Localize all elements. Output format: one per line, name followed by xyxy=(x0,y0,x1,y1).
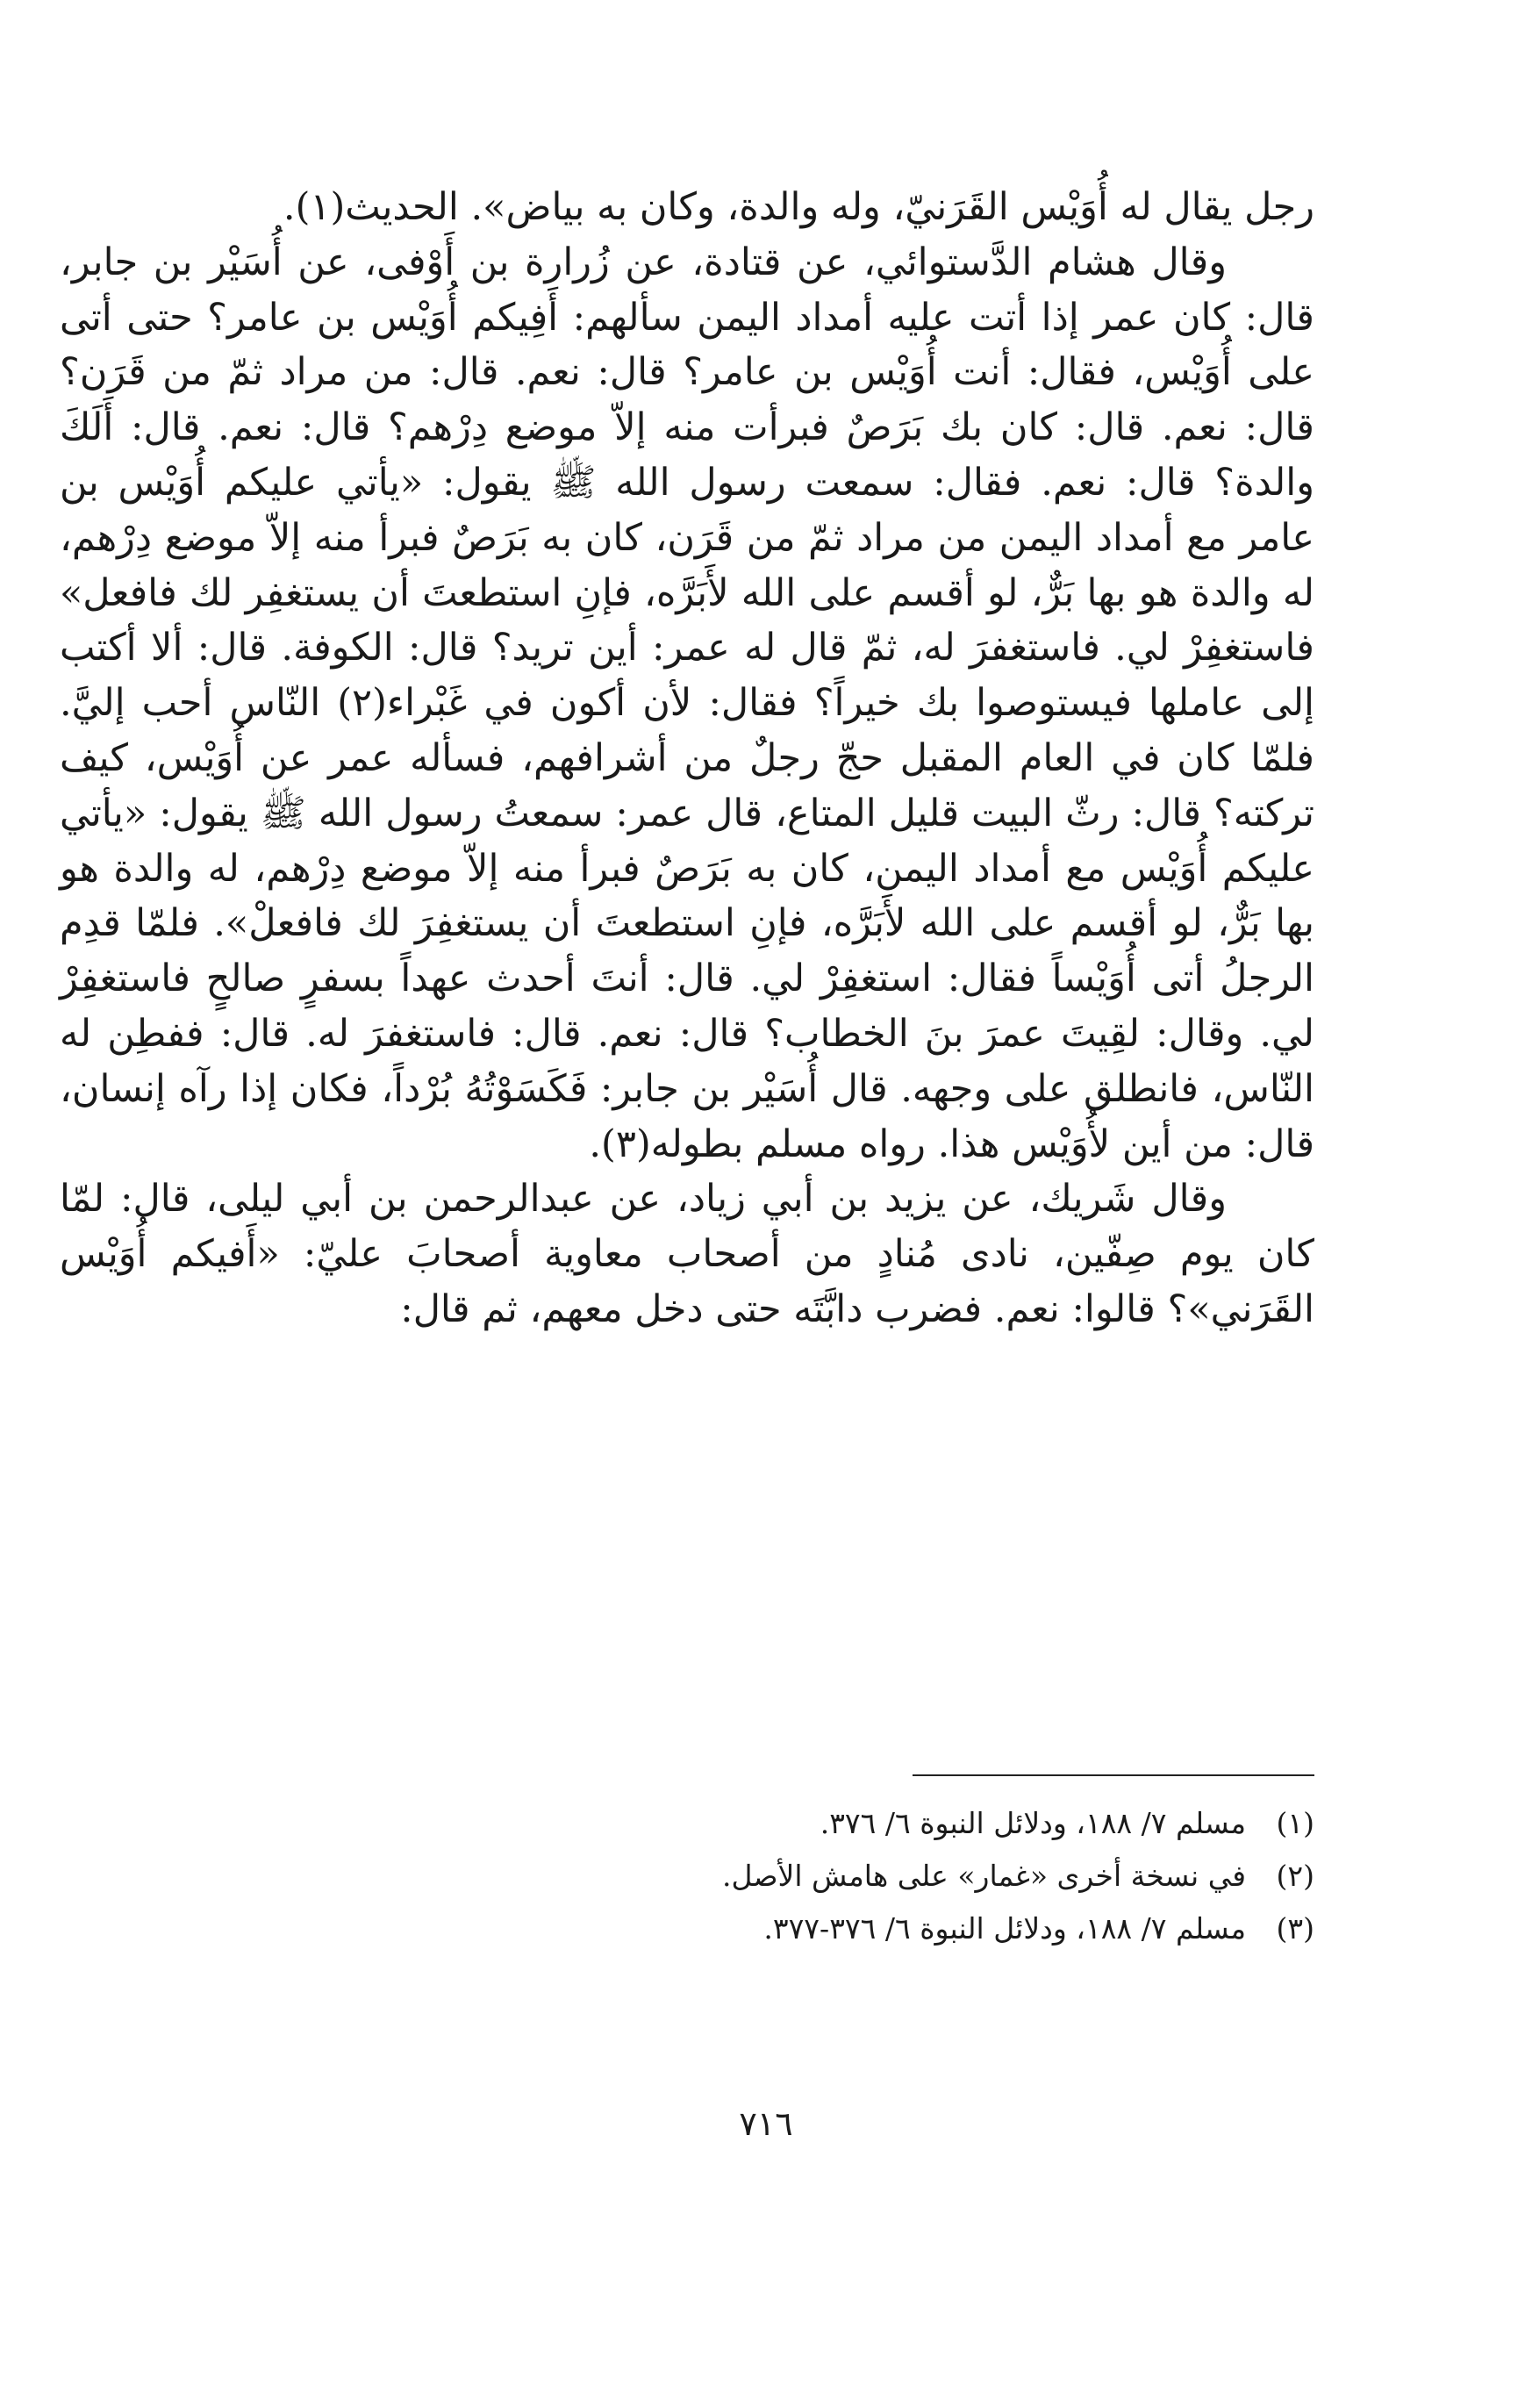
footnote-text: مسلم ٧/ ١٨٨، ودلائل النبوة ٦/ ٣٧٦. xyxy=(820,1806,1246,1840)
footnote-text: مسلم ٧/ ١٨٨، ودلائل النبوة ٦/ ٣٧٦-٣٧٧. xyxy=(763,1911,1246,1946)
footnote-3 xyxy=(60,1903,1314,1955)
paragraph-3: وقال شَريك، عن يزيد بن أبي زياد، عن عبدالرحمن بن أبي ليلى، قال: لمّا كان يوم صِفّين، نادى مُنادٍ من أصحاب معاوية أصحابَ عليّ: «أَفيكم أُوَيْس القَرَني»؟ قالوا: نعم. فضرب دابَّتَه حتى دخل معهم، ثم قال: xyxy=(60,1177,1314,1331)
footnote-separator xyxy=(913,1774,1314,1776)
footnote-number: (٢) xyxy=(1276,1859,1314,1893)
footnotes xyxy=(60,1797,1314,1955)
footnote-2 xyxy=(60,1850,1314,1903)
page-number: ٧١٦ xyxy=(739,2104,793,2143)
footnote-1 xyxy=(60,1797,1314,1850)
footnote-text: في نسخة أخرى «غمار» على هامش الأصل. xyxy=(722,1859,1246,1893)
paragraph-2: وقال هشام الدَّستوائي، عن قتادة، عن زُرارة بن أَوْفى، عن أُسَيْر بن جابر، قال: كان عمر إذا أتت عليه أمداد اليمن سألهم: أَفِيكم أُوَيْس بن عامر؟ حتى أتى على أُوَيْس، فقال: أنت أُوَيْس بن عامر؟ قال: نعم. قال: من مراد ثمّ من قَرَن؟ قال: نعم. قال: كان بك بَرَصٌ فبرأت منه إلاّ موضع دِرْهم؟ قال: نعم. قال: أَلَكَ والدة؟ قال: نعم. فقال: سمعت رسول الله ﷺ يقول: «يأتي عليكم أُوَيْس بن عامر مع أمداد اليمن من مراد ثمّ من قَرَن، كان به بَرَصٌ فبرأ منه إلاّ موضع دِرْهم، له والدة هو بها بَرٌّ، لو أقسم على الله لأَبَرَّه، فإنِ استطعتَ أن يستغفِر لك فافعل» فاستغفِرْ لي. فاستغفرَ له، ثمّ قال له عمر: أين تريد؟ قال: الكوفة. قال: ألا أكتب إلى عاملها فيستوصوا بك خيراً؟ فقال: لأن أكون في غَبْراء(٢) النّاس أحب إليَّ. فلمّا كان في العام المقبل حجّ رجلٌ من أشرافهم، فسأله عمر عن أُوَيْس، كيف تركته؟ قال: رثّ البيت قليل المتاع، قال عمر: سمعتُ رسول الله ﷺ يقول: «يأتي عليكم أُوَيْس مع أمداد اليمن، كان به بَرَصٌ فبرأ منه إلاّ موضع دِرْهم، له والدة هو بها بَرٌّ، لو أقسم على الله لأَبَرَّه، فإنِ استطعتَ أن يستغفِرَ لك فافعلْ». فلمّا قدِم الرجلُ أتى أُوَيْساً فقال: استغفِرْ لي. قال: أنتَ أحدث عهداً بسفرٍ صالحٍ فاستغفِرْ لي. وقال: لقِيتَ عمرَ بنَ الخطاب؟ قال: نعم. قال: فاستغفرَ له. قال: ففطِن له النّاس، فانطلق على وجهه. قال أُسَيْر بن جابر: فَكَسَوْتُهُ بُرْداً، فكان إذا رآه إنسان، قال: من أين لأُوَيْس هذا. رواه مسلم بطوله(٣). xyxy=(60,240,1314,1166)
main-text xyxy=(60,180,1314,1337)
footnote-number: (١) xyxy=(1276,1806,1314,1840)
footnote-number: (٣) xyxy=(1276,1911,1314,1946)
paragraph-1: رجل يقال له أُوَيْس القَرَنيّ، وله والدة، وكان به بياض». الحديث(١). xyxy=(283,185,1314,229)
